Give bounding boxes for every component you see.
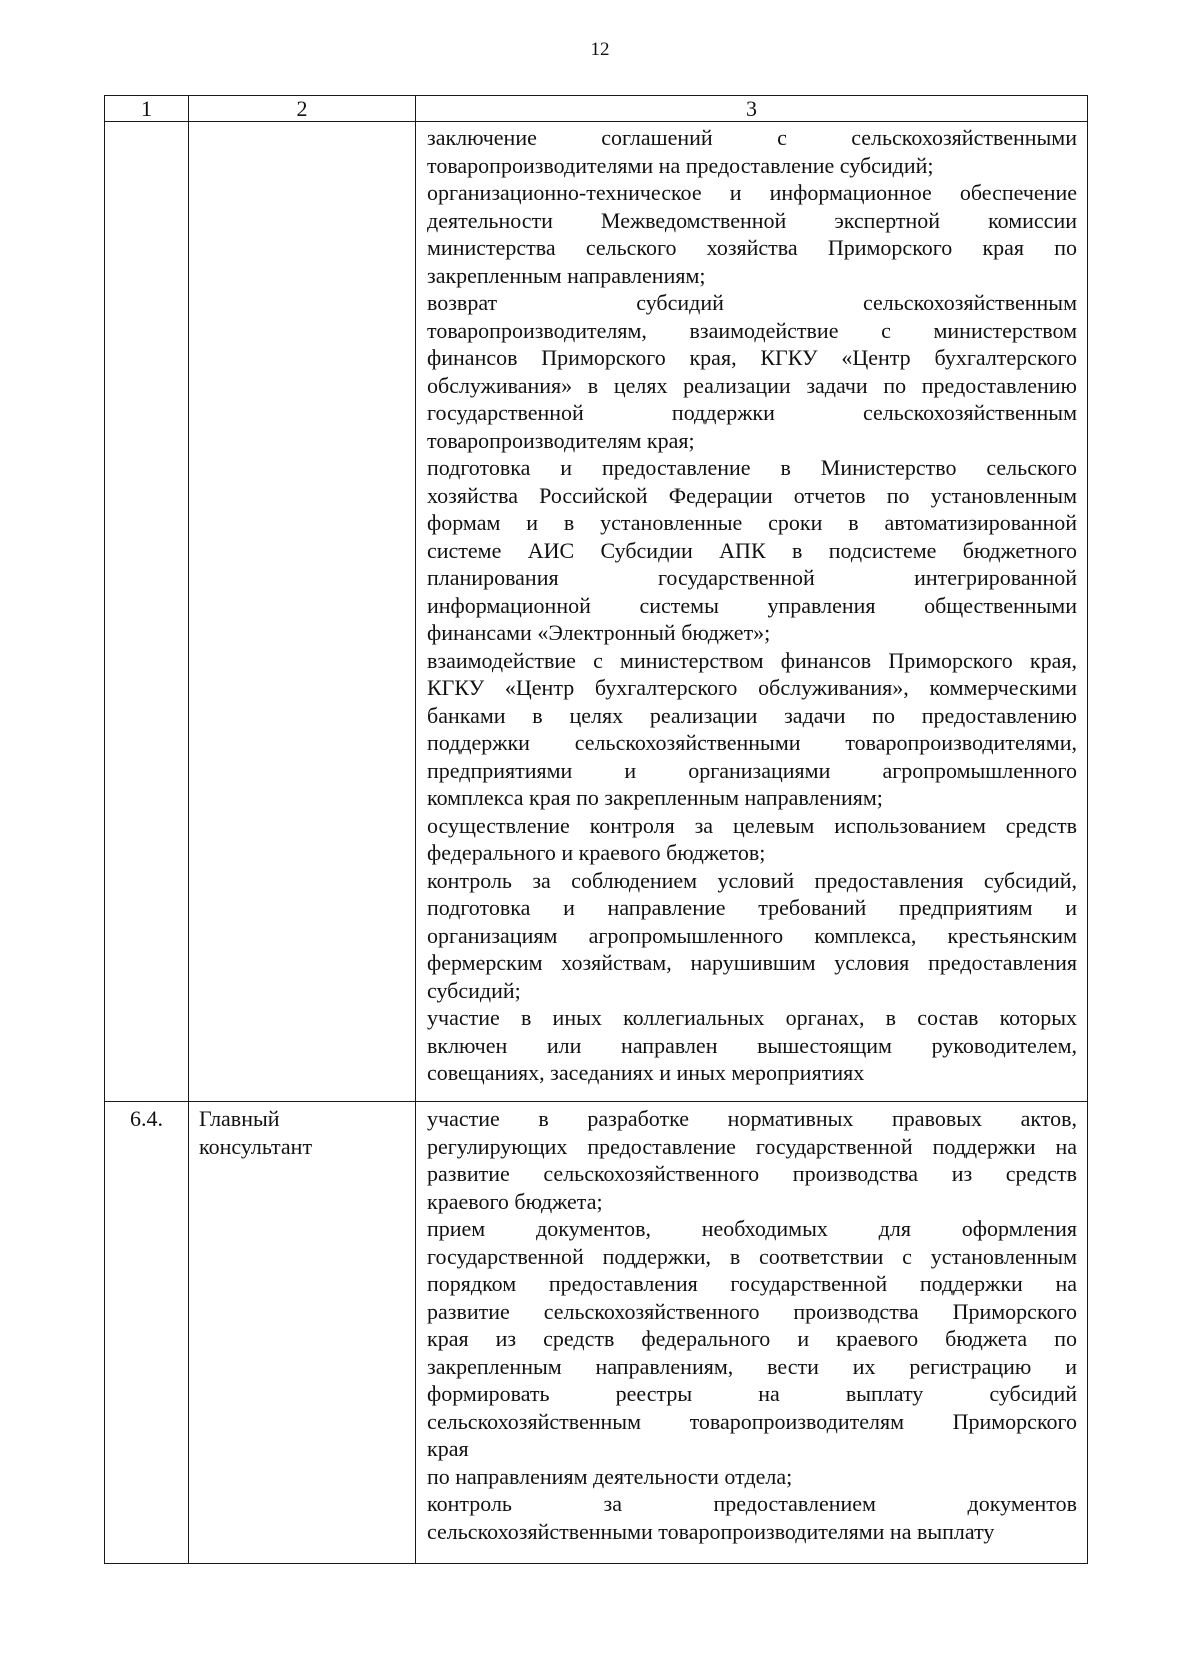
duty-text-line: по направлениям деятельности отдела; xyxy=(427,1463,793,1489)
duty-text-line: развитие сельскохозяйственного производства Приморского xyxy=(427,1298,1077,1324)
position-title-line: консультант xyxy=(199,1133,313,1159)
duty-text-line: контроль за соблюдением условий предоставления субсидий, xyxy=(427,867,1077,893)
duty-text-line: планирования государственной интегрированной xyxy=(427,565,1077,590)
duty-text-line: товаропроизводителям края; xyxy=(427,427,695,453)
duty-text-line: фермерским хозяйствам, нарушившим условия предоставления xyxy=(427,950,1077,975)
duty-text-line: участие в иных коллегиальных органах, в состав которых xyxy=(427,1005,1077,1030)
duty-text-line: участие в разработке нормативных правовых актов, xyxy=(427,1106,1077,1131)
duty-text-line: государственной поддержки сельскохозяйственным xyxy=(427,400,1077,425)
duty-text-line: регулирующих предоставление государственной поддержки на xyxy=(427,1133,1077,1159)
duty-text-line: федерального и краевого бюджетов; xyxy=(427,840,766,865)
duty-text-line: государственной поддержки, в соответствии с установленным xyxy=(427,1243,1077,1269)
duty-text-line: деятельности Межведомственной экспертной комиссии xyxy=(427,207,1077,233)
duty-text-line: закрепленным направлениям, вести их регистрацию и xyxy=(427,1353,1077,1379)
position-cell xyxy=(189,1102,416,1564)
table-row-continued xyxy=(105,122,1088,1102)
duty-text-line: порядком предоставления государственной поддержки на xyxy=(427,1271,1077,1296)
duty-text-line: финансов Приморского края, КГКУ «Центр бухгалтерского xyxy=(427,345,1077,370)
responsibilities-table xyxy=(104,95,1088,1564)
duty-text-line: прием документов, необходимых для оформления xyxy=(427,1216,1077,1241)
duty-text-line: края xyxy=(427,1436,469,1461)
duty-text-line: комплекса края по закрепленным направлениям; xyxy=(427,785,883,810)
duty-text-line: организациям агропромышленного комплекса, крестьянским xyxy=(427,922,1077,948)
duty-text-line: товаропроизводителям, взаимодействие с министерством xyxy=(427,317,1077,343)
duty-text-line: подготовка и направление требований предприятиям и xyxy=(427,895,1077,920)
duty-text-line: информационной системы управления общественными xyxy=(427,592,1077,618)
header-col-2: 2 xyxy=(189,96,416,122)
duty-text-line: формам и в установленные сроки в автоматизированной xyxy=(427,510,1077,535)
duty-text-line: предприятиями и организациями агропромышленного xyxy=(427,757,1077,783)
duty-text-line: края из средств федерального и краевого бюджета по xyxy=(427,1326,1077,1351)
duty-text-line: подготовка и предоставление в Министерство сельского xyxy=(427,455,1077,480)
duty-text-line: развитие сельскохозяйственного производства из средств xyxy=(427,1161,1077,1186)
duty-text-line: взаимодействие с министерством финансов Приморского края, xyxy=(427,647,1077,673)
duty-text-line: хозяйства Российской Федерации отчетов по установленным xyxy=(427,482,1077,508)
duty-text-line: министерства сельского хозяйства Приморского края по xyxy=(427,235,1077,260)
table-row-6-4 xyxy=(105,1102,1088,1564)
page-number: 12 xyxy=(590,39,610,60)
duty-text-line: финансами «Электронный бюджет»; xyxy=(427,620,771,645)
duty-text-line: формировать реестры на выплату субсидий xyxy=(427,1381,1077,1406)
row-number-cell: 6.4. xyxy=(105,1102,189,1564)
duty-text-line: осуществление контроля за целевым использованием средств xyxy=(427,812,1077,838)
duties-cell xyxy=(416,122,1088,1102)
duty-text-line: краевого бюджета; xyxy=(427,1188,603,1214)
duty-text-line: субсидий; xyxy=(427,977,521,1003)
duty-text-line: контроль за предоставлением документов xyxy=(427,1491,1077,1516)
row-number-cell xyxy=(105,122,189,1102)
duty-text-line: закрепленным направлениям; xyxy=(427,262,706,288)
duty-text-line: товаропроизводителями на предоставление субсидий; xyxy=(427,152,934,178)
duty-text-line: организационно-техническое и информационное обеспечение xyxy=(427,180,1077,205)
duty-text-line: сельскохозяйственными товаропроизводителями на выплату xyxy=(427,1518,995,1544)
position-title-line: Главный xyxy=(199,1106,280,1131)
duty-text-line: сельскохозяйственным товаропроизводителям Приморского xyxy=(427,1408,1077,1434)
duty-text-line: КГКУ «Центр бухгалтерского обслуживания», коммерческими xyxy=(427,675,1077,700)
table-header-row xyxy=(105,96,1088,122)
header-col-3: 3 xyxy=(416,96,1088,122)
header-col-1: 1 xyxy=(105,96,189,122)
duty-text-line: включен или направлен вышестоящим руководителем, xyxy=(427,1032,1077,1058)
duty-text-line: заключение соглашений с сельскохозяйственными xyxy=(427,125,1077,150)
duty-text-line: системе АИС Субсидии АПК в подсистеме бюджетного xyxy=(427,537,1077,563)
duty-text-line: возврат субсидий сельскохозяйственным xyxy=(427,290,1077,315)
duty-text-line: поддержки сельскохозяйственными товаропроизводителями, xyxy=(427,730,1077,755)
duty-text-line: банками в целях реализации задачи по предоставлению xyxy=(427,702,1077,728)
duty-text-line: обслуживания» в целях реализации задачи по предоставлению xyxy=(427,372,1077,398)
duty-text-line: совещаниях, заседаниях и иных мероприятиях xyxy=(427,1060,865,1085)
duties-cell xyxy=(416,1102,1088,1564)
position-cell xyxy=(189,122,416,1102)
